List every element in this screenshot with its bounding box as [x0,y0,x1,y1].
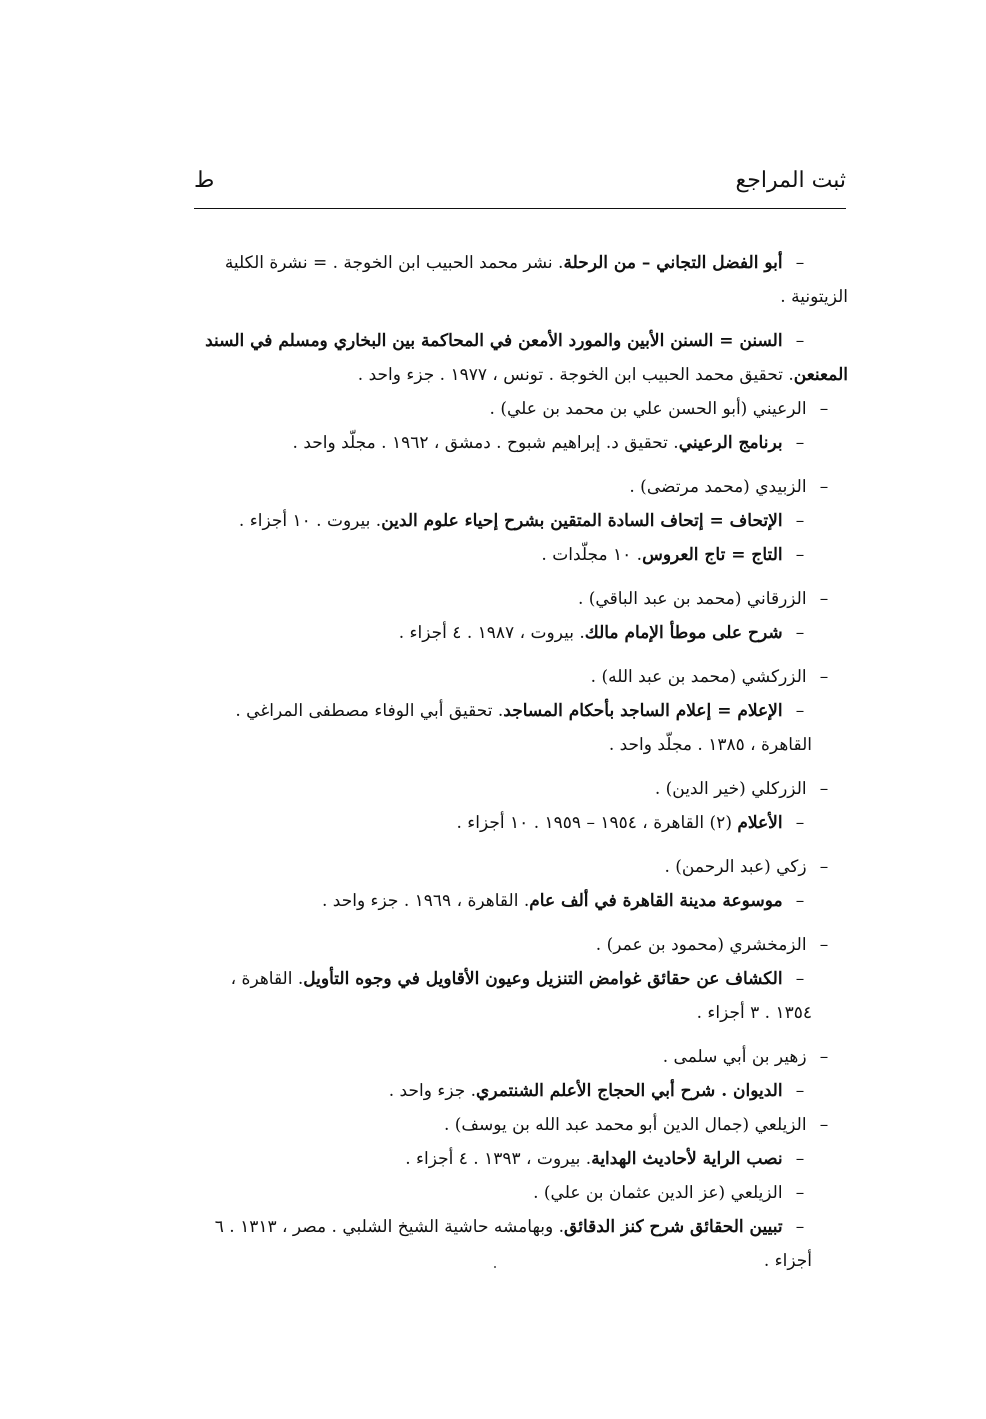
publication-details: (٢) القاهرة ، ١٩٥٤ – ١٩٥٩ . ١٠ أجزاء . [456,813,738,833]
dash-marker: – [795,1149,805,1169]
author-heading [196,772,848,806]
author-heading [196,392,848,426]
dash-marker: – [795,545,805,565]
author-heading [196,928,848,962]
publication-details: القاهرة ، ١٣٨٥ . مجلّد واحد . [608,735,812,755]
bibliography-entry [196,1074,848,1108]
bibliography-entry [196,616,848,650]
entry-continuation [196,1244,848,1278]
publication-details: . تحقيق محمد الحبيب ابن الخوجة . تونس ، ١٩٧٧ . جزء واحد . [357,365,794,385]
publication-details: أجزاء . [763,1251,812,1271]
author-heading [196,1108,848,1142]
book-title: شرح على موطأ الإمام مالك [584,623,783,643]
author-name: الزبيدي (محمد مرتضى) . [629,477,807,497]
author-name: الزركلي (خير الدين) . [654,779,807,799]
dash-marker: – [795,253,805,273]
dash-marker: – [795,969,805,989]
header-rule [194,208,846,209]
author-name: الزركشي (محمد بن عبد الله) . [590,667,807,687]
book-title: أبو الفضل التجاني – من الرحلة [563,253,783,273]
dash-marker: – [795,813,805,833]
book-title: المعنعن [793,365,848,385]
bibliography-entry [196,962,848,996]
dash-marker: – [819,477,829,497]
dash-marker: – [819,1047,829,1067]
dash-marker: – [795,511,805,531]
book-title: موسوعة مدينة القاهرة في ألف عام [529,891,783,911]
author-heading [196,582,848,616]
dash-marker: – [819,589,829,609]
publication-details: . بيروت ، ١٩٨٧ . ٤ أجزاء . [398,623,585,643]
book-title: نصب الراية لأحاديث الهداية [591,1149,783,1169]
dash-marker: – [795,1081,805,1101]
bibliography-entry [196,246,848,280]
publication-details: . بيروت ، ١٣٩٣ . ٤ أجزاء . [405,1149,592,1169]
bibliography-entry [196,806,848,840]
stray-ink-dot [494,1266,496,1268]
author-name: الزمخشري (محمود بن عمر) . [595,935,807,955]
entry-continuation [196,280,848,314]
publication-details: . ١٠ مجلّدات . [541,545,643,565]
dash-marker: – [795,701,805,721]
entry-continuation [196,358,848,392]
author-name: الزرقاني (محمد بن عبد الباقي) . [577,589,807,609]
page-header [194,168,846,208]
dash-marker: – [819,857,829,877]
bibliography-entry [196,538,848,572]
publication-details: الزيتونية . [780,287,848,307]
running-title: ثبت المراجع [735,168,846,193]
book-title: الكشاف عن حقائق غوامض التنزيل وعيون الأقاويل في وجوه التأويل [303,969,783,989]
dash-marker: – [819,935,829,955]
book-title: التاج = تاج العروس [642,545,783,565]
book-title: السنن = السنن الأبين والمورد الأمعن في المحاكمة بين البخاري ومسلم في السند [205,331,783,351]
author-name: زهير بن أبي سلمى . [662,1047,807,1067]
dash-marker: – [819,399,829,419]
entry-continuation [196,996,848,1030]
publication-details: . تحقيق د. إبراهيم شبوح . دمشق ، ١٩٦٢ . مجلّد واحد . [292,433,679,453]
bibliography-entry [196,884,848,918]
dash-marker: – [795,1183,805,1203]
book-title: برنامج الرعيني [678,433,783,453]
publication-details: . القاهرة ، ١٩٦٩ . جزء واحد . [321,891,530,911]
bibliography-entry [196,1142,848,1176]
publication-details: . نشر محمد الحبيب ابن الخوجة . = نشرة الكلية [224,253,564,273]
book-title: الديوان . شرح أبي الحجاج الأعلم الشنتمري [476,1081,783,1101]
bibliography-entry [196,504,848,538]
author-heading [196,850,848,884]
author-name: زكي (عبد الرحمن) . [664,857,807,877]
bibliography-entry [196,694,848,728]
publication-details: . تحقيق أبي الوفاء مصطفى المراغي . [235,701,504,721]
dash-marker: – [795,891,805,911]
publication-details: . جزء واحد . [388,1081,477,1101]
publication-details: . القاهرة ، [230,969,304,989]
author-heading [196,660,848,694]
author-heading [196,1040,848,1074]
publication-details: . وبهامشه حاشية الشيخ الشلبي . مصر ، ١٣١٣ . ٦ [214,1217,565,1237]
publication-details: ١٣٥٤ . ٣ أجزاء . [696,1003,812,1023]
bibliography-entry [196,324,848,358]
dash-marker: – [795,1217,805,1237]
dash-marker: – [819,779,829,799]
bibliography-entry [196,426,848,460]
dash-marker: – [819,667,829,687]
book-title: الأعلام [737,813,783,833]
author-name: الزيلعي (جمال الدين أبو محمد عبد الله بن يوسف) . [443,1115,807,1135]
bibliography-list [196,246,848,1278]
dash-marker: – [819,1115,829,1135]
publication-details: . بيروت . ١٠ أجزاء . [238,511,382,531]
dash-marker: – [795,433,805,453]
dash-marker: – [795,331,805,351]
book-title: تبيين الحقائق شرح كنز الدقائق [564,1217,783,1237]
author-heading [196,470,848,504]
author-heading [196,1176,848,1210]
entry-continuation [196,728,848,762]
author-name: الزيلعي (عز الدين عثمان بن علي) . [533,1183,783,1203]
page-number: ط [194,168,215,193]
dash-marker: – [795,623,805,643]
author-name: الرعيني (أبو الحسن علي بن محمد بن علي) . [489,399,807,419]
bibliography-entry [196,1210,848,1244]
book-title: الإتحاف = إتحاف السادة المتقين بشرح إحياء علوم الدين [381,511,783,531]
book-title: الإعلام = إعلام الساجد بأحكام المساجد [503,701,783,721]
